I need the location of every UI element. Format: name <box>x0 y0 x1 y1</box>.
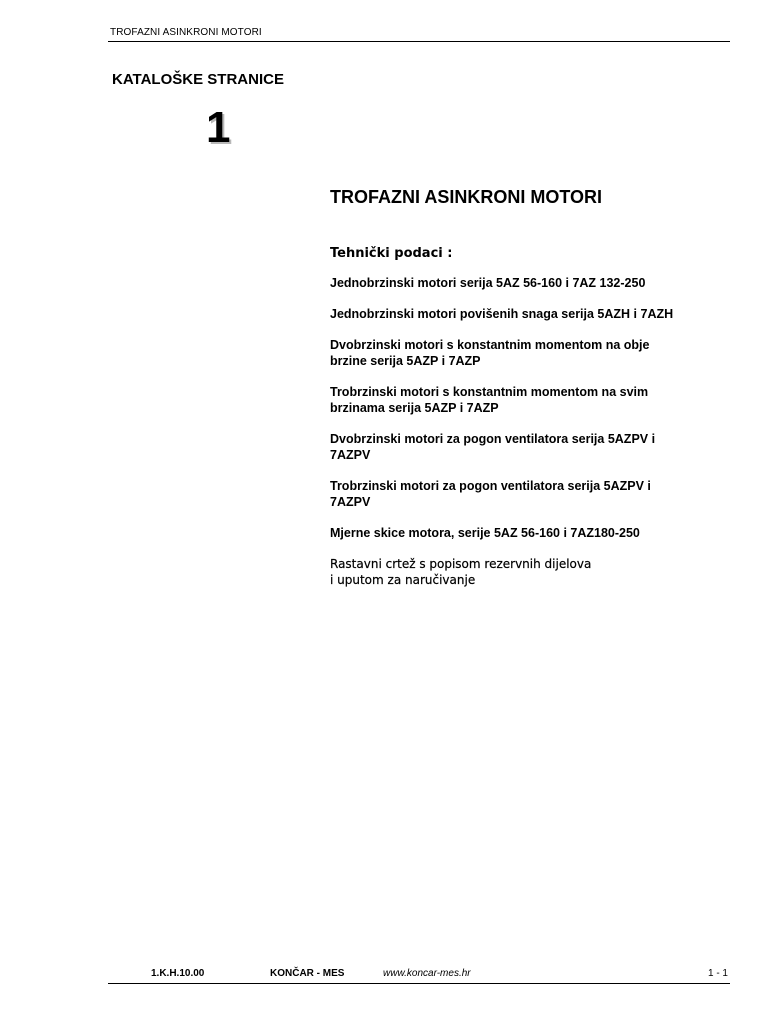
contents-item-single-speed <box>330 275 730 291</box>
contents-item-line: brzinama serija 5AZP i 7AZP <box>330 401 499 415</box>
contents-item-line: Trobrzinski motori s konstantnim momentom na svim <box>330 385 649 399</box>
contents-item-two-speed-fan-drive <box>330 431 730 463</box>
contents-item-line: Dvobrzinski motori s konstantnim momentom na obje <box>330 338 650 352</box>
contents-item-three-speed-constant-torque <box>330 384 730 416</box>
section-title: KATALOŠKE STRANICE <box>112 71 284 88</box>
contents-item-line: Rastavni crtež s popisom rezervnih dijelova <box>330 557 592 571</box>
contents-item-line: Jednobrzinski motori serija 5AZ 56-160 i 7AZ 132-250 <box>330 276 646 290</box>
footer-page-number: 1 - 1 <box>707 968 728 979</box>
contents-item-line: 7AZPV <box>330 448 371 462</box>
document-title: TROFAZNI ASINKRONI MOTORI <box>330 187 602 207</box>
contents-item-three-speed-fan-drive <box>330 478 730 510</box>
contents-item-line: Jednobrzinski motori povišenih snaga serija 5AZH i 7AZH <box>330 307 674 321</box>
running-header: TROFAZNI ASINKRONI MOTORI <box>110 27 262 38</box>
contents-item-line: Mjerne skice motora, serije 5AZ 56-160 i 7AZ180-250 <box>330 526 640 540</box>
header-divider <box>108 41 730 42</box>
contents-item-dimension-sketches <box>330 525 730 541</box>
footer-divider <box>108 983 730 984</box>
technical-data-heading: Tehnički podaci : <box>330 246 453 261</box>
footer-website-link[interactable]: www.koncar-mes.hr <box>383 968 471 979</box>
contents-item-increased-power <box>330 306 730 322</box>
contents-item-line: Trobrzinski motori za pogon ventilatora serija 5AZPV i <box>330 479 651 493</box>
footer-company: KONČAR - MES <box>270 968 345 979</box>
contents-item-line: Dvobrzinski motori za pogon ventilatora serija 5AZPV i <box>330 432 656 446</box>
contents-item-line: i uputom za naručivanje <box>330 573 476 587</box>
contents-list <box>330 275 730 603</box>
contents-item-line: 7AZPV <box>330 495 371 509</box>
contents-item-two-speed-constant-torque <box>330 337 730 369</box>
footer-document-code: 1.K.H.10.00 <box>151 968 205 979</box>
chapter-number: 1 <box>206 103 231 152</box>
contents-item-line: brzine serija 5AZP i 7AZP <box>330 354 481 368</box>
contents-item-exploded-drawing <box>330 556 730 588</box>
